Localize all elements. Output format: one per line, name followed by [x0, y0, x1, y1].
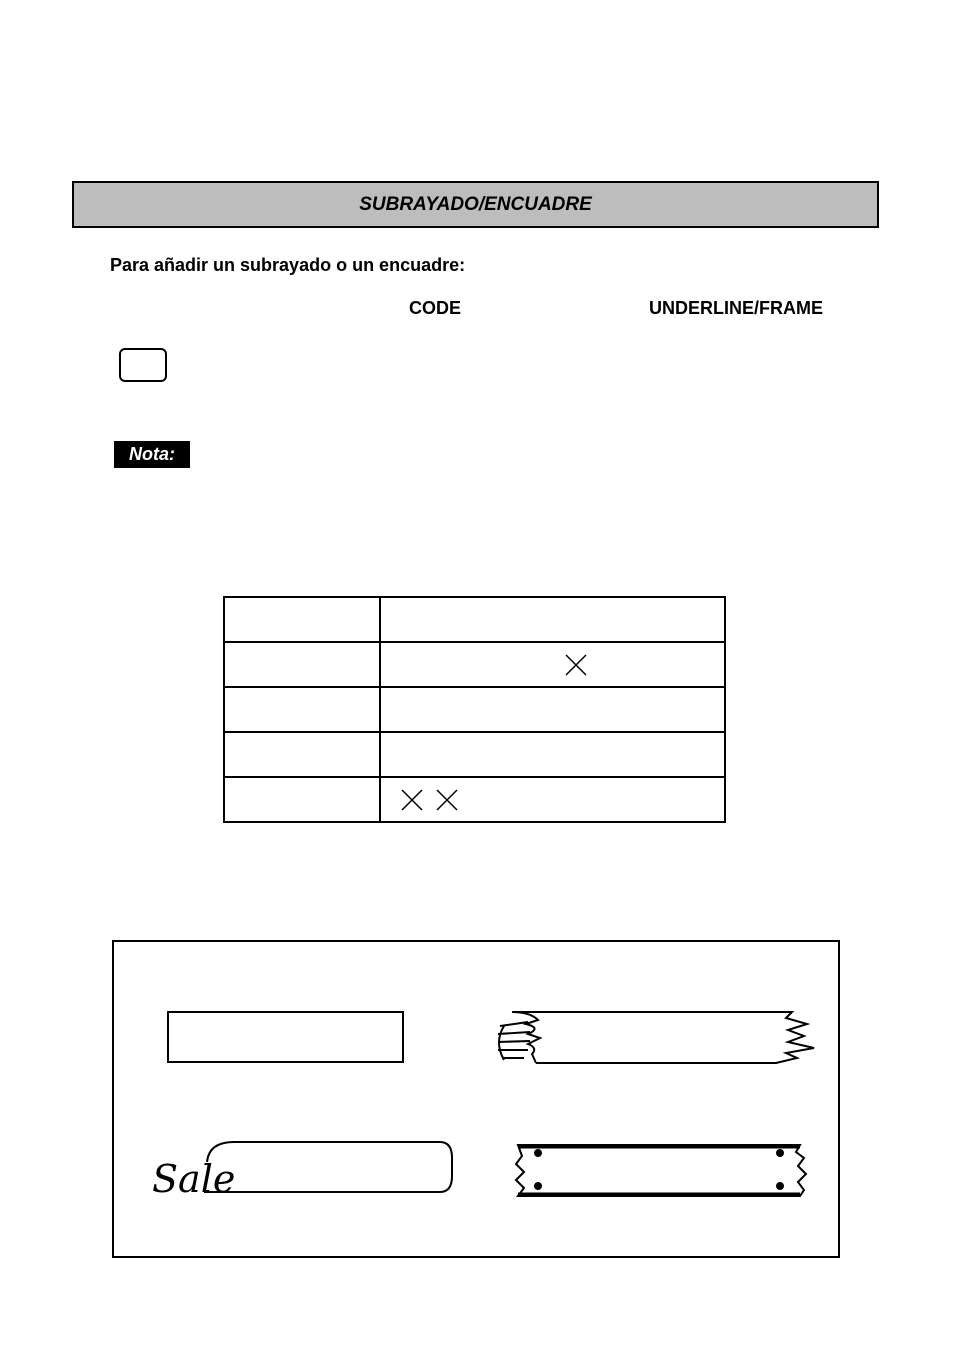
- table-row: [224, 777, 725, 822]
- table-cell: [224, 732, 380, 777]
- table-cell: [380, 597, 725, 642]
- table-cell: [380, 777, 725, 822]
- table-row: [224, 732, 725, 777]
- frame-examples-box: [112, 940, 840, 1258]
- intro-text: Para añadir un subrayado o un encuadre:: [110, 255, 466, 275]
- cross-icon: [401, 789, 423, 811]
- table-cell: [224, 642, 380, 687]
- table-cell: [224, 777, 380, 822]
- table-row: [224, 642, 725, 687]
- table-cell: [224, 687, 380, 732]
- cross-icon: [436, 789, 458, 811]
- frame-examples: [114, 942, 838, 1256]
- plain-frame-icon: [168, 1012, 403, 1062]
- note-label: Nota:: [129, 444, 175, 464]
- table-cell: [380, 642, 725, 687]
- code-key-label: CODE: [409, 298, 462, 318]
- table-cell: [380, 687, 725, 732]
- sale-frame-icon: [152, 1132, 452, 1201]
- underline-frame-key-label: UNDERLINE/FRAME: [649, 298, 823, 318]
- cross-icon: [565, 654, 587, 676]
- table-row: [224, 597, 725, 642]
- fist-zigzag-frame-icon: [498, 1012, 814, 1063]
- table-cell: [380, 732, 725, 777]
- note-badge: [114, 441, 190, 468]
- options-table: [223, 596, 726, 823]
- section-title: SUBRAYADO/ENCUADRE: [359, 193, 592, 215]
- table-row: [224, 687, 725, 732]
- sale-script-text: Sale: [152, 1157, 236, 1201]
- section-header: [72, 181, 879, 228]
- table-cell: [224, 597, 380, 642]
- torn-paper-frame-icon: [516, 1145, 806, 1196]
- key-icon: [119, 348, 167, 382]
